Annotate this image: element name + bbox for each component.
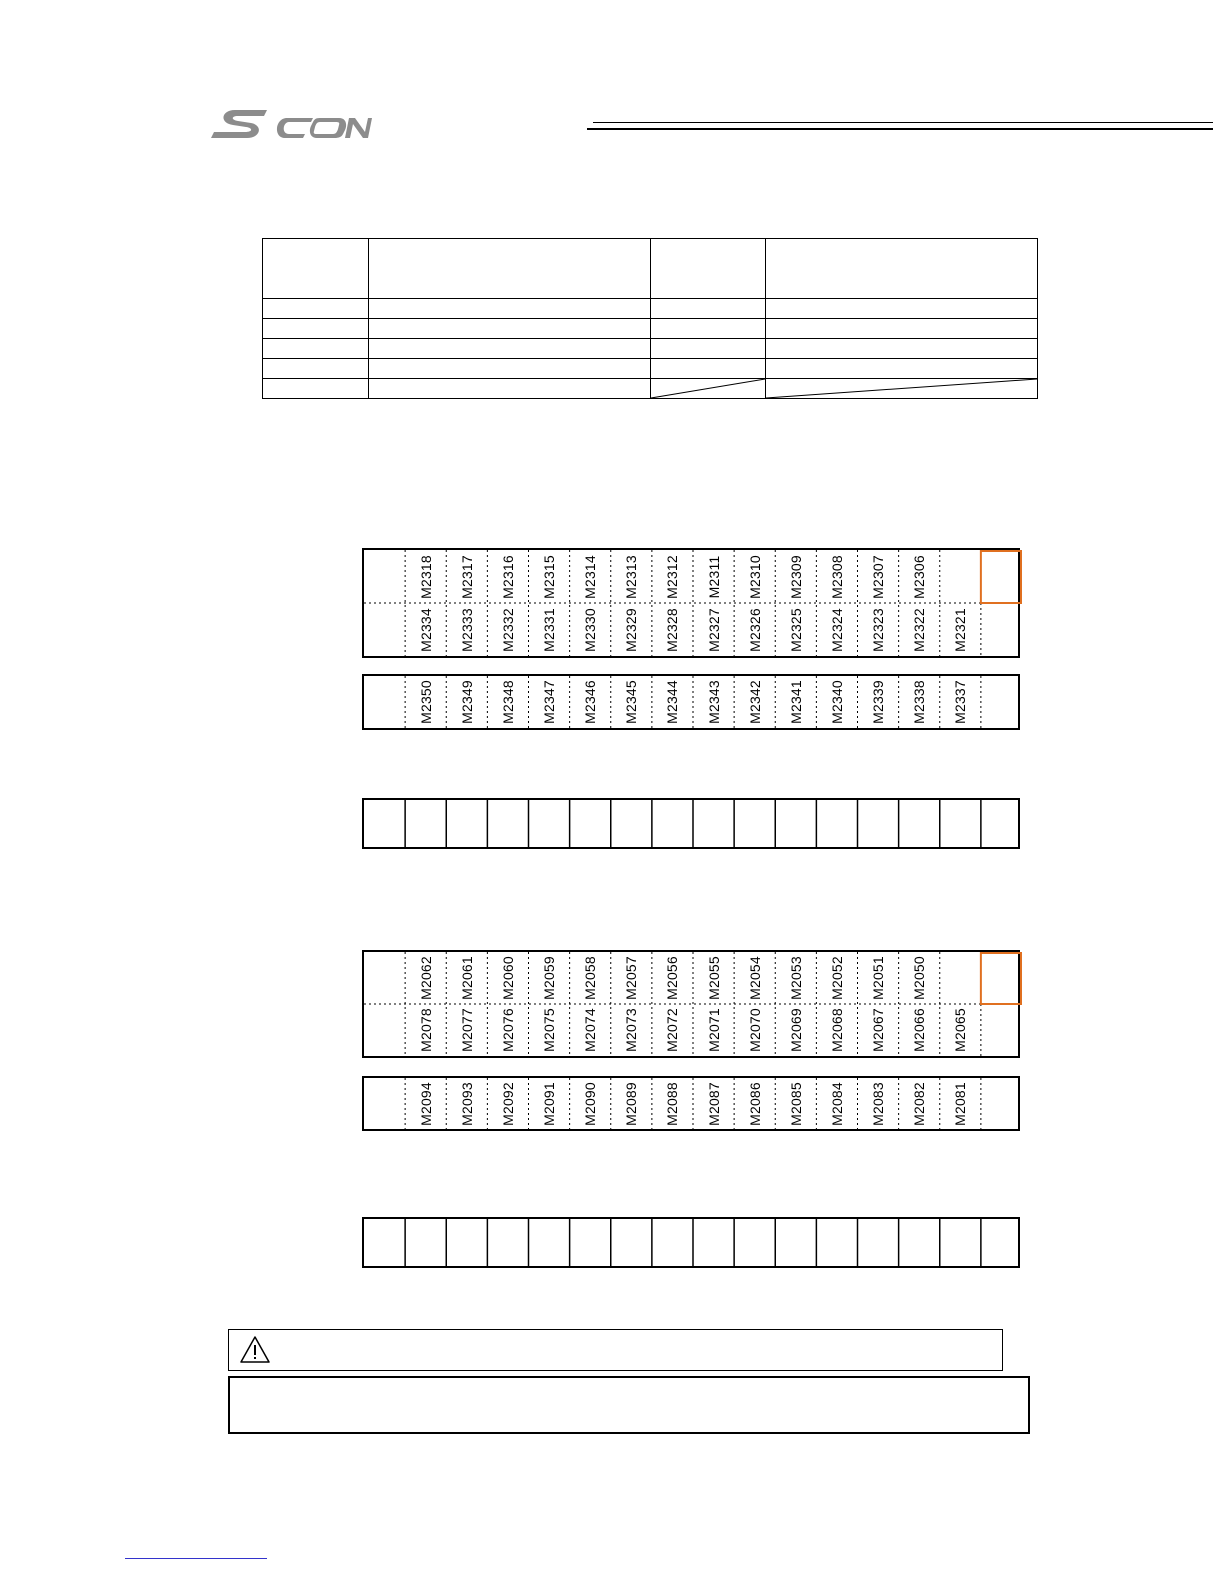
register-grid	[364, 1219, 1022, 1270]
register-label-text: M2060	[499, 956, 516, 1000]
register-label-text: M2307	[870, 554, 887, 599]
register-block-g2-double	[362, 950, 1020, 1058]
register-label-text: M2075	[541, 1008, 558, 1052]
register-label-text: M2322	[911, 607, 928, 652]
register-label-text: M2078	[417, 1008, 434, 1052]
register-label-text: M2053	[787, 956, 804, 1000]
register-label-text: M2059	[541, 956, 558, 1000]
register-label-text: M2082	[911, 1081, 928, 1126]
register-label-text: M2062	[417, 956, 434, 1000]
register-label-text: M2083	[870, 1081, 887, 1126]
register-label-text: M2324	[828, 607, 845, 652]
register-label-text: M2313	[623, 554, 640, 599]
register-block-g2-single	[362, 1076, 1020, 1131]
highlighted-cell	[981, 953, 1021, 1004]
register-label-text: M2073	[623, 1008, 640, 1052]
register-label-text: M2312	[664, 554, 681, 599]
register-label-text: M2325	[787, 607, 804, 652]
register-label-text: M2051	[870, 956, 887, 1000]
register-label-text: M2342	[746, 680, 763, 724]
register-label-text: M2339	[870, 680, 887, 724]
register-label-text: M2332	[499, 607, 516, 652]
register-label-text: M2329	[623, 607, 640, 652]
register-label-text: M2065	[952, 1008, 969, 1052]
register-label-text: M2071	[705, 1008, 722, 1052]
register-label-text: M2309	[787, 554, 804, 599]
register-label-text: M2054	[746, 956, 763, 1000]
register-label-text: M2088	[664, 1081, 681, 1126]
register-label-text: M2317	[458, 554, 475, 599]
register-label-text: M2084	[828, 1081, 845, 1126]
register-label-text: M2344	[664, 680, 681, 724]
register-label-text: M2094	[417, 1081, 434, 1126]
register-label-text: M2061	[458, 956, 475, 1000]
table-diagonal-strikes	[263, 239, 1039, 400]
register-label-text: M2315	[541, 554, 558, 599]
register-label-text: M2055	[705, 956, 722, 1000]
register-label-text: M2323	[870, 607, 887, 652]
register-label-text: M2050	[911, 956, 928, 1000]
register-label-text: M2343	[705, 680, 722, 724]
caution-body	[228, 1376, 1030, 1434]
register-label-text: M2318	[417, 554, 434, 599]
register-label-text: M2340	[828, 680, 845, 724]
register-label-text: M2327	[705, 607, 722, 652]
register-label-text: M2058	[582, 956, 599, 1000]
register-label-text: M2069	[787, 1008, 804, 1052]
register-grid	[364, 800, 1022, 851]
header-rule-thin	[593, 122, 1213, 123]
scon-logo	[205, 104, 375, 144]
caution-header	[228, 1329, 1003, 1371]
register-label-text: M2056	[664, 956, 681, 1000]
register-block-g2-empty	[362, 1217, 1020, 1268]
register-label-text: M2348	[499, 680, 516, 724]
register-label-text: M2090	[582, 1081, 599, 1126]
register-block-g1-empty	[362, 798, 1020, 849]
register-label-text: M2052	[828, 956, 845, 1000]
register-label-text: M2066	[911, 1008, 928, 1052]
register-label-text: M2326	[746, 607, 763, 652]
register-label-text: M2321	[952, 607, 969, 652]
register-label-text: M2068	[828, 1008, 845, 1052]
register-label-text: M2070	[746, 1008, 763, 1052]
register-label-text: M2341	[787, 680, 804, 724]
register-label-text: M2345	[623, 680, 640, 724]
register-label-text: M2349	[458, 680, 475, 724]
register-label-text: M2074	[582, 1008, 599, 1052]
register-label-text: M2328	[664, 607, 681, 652]
register-label-text: M2316	[499, 554, 516, 599]
register-label-text: M2310	[746, 554, 763, 599]
register-label-text: M2308	[828, 554, 845, 599]
register-block-g1-single	[362, 674, 1020, 730]
register-label-text: M2085	[787, 1081, 804, 1126]
register-label-text: M2346	[582, 680, 599, 724]
register-block-g1-double	[362, 548, 1020, 658]
register-label-text: M2333	[458, 607, 475, 652]
register-label-text: M2086	[746, 1081, 763, 1126]
register-label-text: M2072	[664, 1008, 681, 1052]
register-label-text: M2347	[541, 680, 558, 724]
register-label-text: M2314	[582, 554, 599, 599]
register-label-text: M2338	[911, 680, 928, 724]
register-label-text: M2067	[870, 1008, 887, 1052]
spec-table	[262, 238, 1038, 399]
register-label-text: M2093	[458, 1081, 475, 1126]
register-label-text: M2334	[417, 607, 434, 652]
register-label-text: M2337	[952, 680, 969, 724]
register-label-text: M2077	[458, 1008, 475, 1052]
footer-link-underline	[125, 1558, 267, 1559]
register-label-text: M2087	[705, 1081, 722, 1126]
register-label-text: M2057	[623, 956, 640, 1000]
highlighted-cell	[981, 551, 1021, 603]
register-label-text: M2331	[541, 607, 558, 652]
register-label-text: M2091	[541, 1081, 558, 1126]
register-label-text: M2311	[705, 555, 722, 598]
warning-triangle-icon	[239, 1335, 271, 1365]
register-label-text: M2350	[417, 680, 434, 724]
header-rule-thick	[587, 128, 1213, 130]
register-label-text: M2306	[911, 554, 928, 599]
register-label-text: M2330	[582, 607, 599, 652]
register-label-text: M2092	[499, 1081, 516, 1126]
register-label-text: M2081	[952, 1081, 969, 1126]
page-header	[205, 104, 1010, 144]
register-label-text: M2076	[499, 1008, 516, 1052]
register-label-text: M2089	[623, 1081, 640, 1126]
